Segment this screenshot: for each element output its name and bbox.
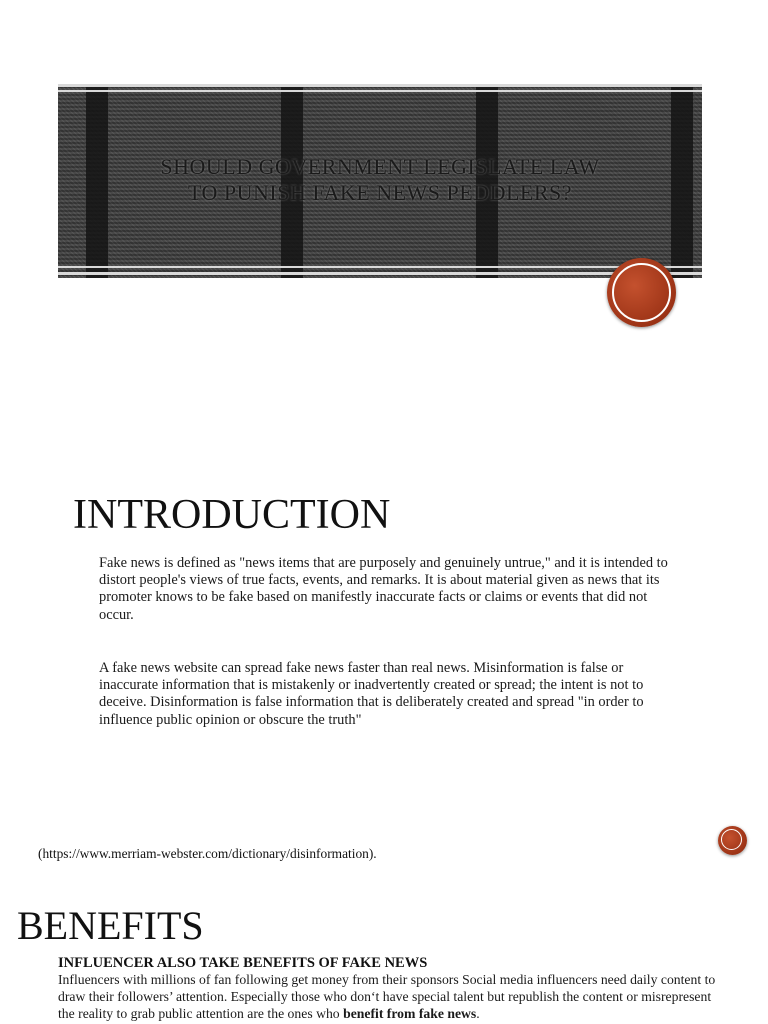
benefits-paragraph-bold: benefit from fake news	[343, 1005, 477, 1021]
banner-rule-top	[58, 84, 702, 87]
benefits-heading: BENEFITS	[17, 903, 204, 948]
banner-rule-bottom-thin	[58, 266, 702, 268]
slide-title-line1: SHOULD GOVERNMENT LEGISLATE LAW	[160, 154, 600, 179]
slide-title	[98, 154, 662, 206]
introduction-paragraph-2: A fake news website can spread fake news faster than real news. Misinformation is false or inaccurate information that is mistakenly or inadvertently created or spread; the intent is not to deceive. Disinformation is false information that is deliberately created and spread "in order to influence public opinion or obscure the truth"	[99, 660, 644, 728]
introduction-heading: INTRODUCTION	[73, 492, 391, 538]
accent-circle-small	[718, 826, 747, 855]
accent-circle-ring	[721, 829, 742, 850]
benefits-paragraph-text: Influencers with millions of fan following get money from their sponsors Social media influencers need daily content to draw their followers’ attention. Especially those who don‘t have special talent but republish the content or misrepresent the reality to grab public attention are the ones who	[58, 972, 716, 1021]
source-citation: (https://www.merriam-webster.com/dictionary/disinformation).	[38, 846, 377, 861]
benefits-subheading: INFLUENCER ALSO TAKE BENEFITS OF FAKE NEWS	[58, 955, 428, 971]
accent-circle-ring	[612, 263, 671, 322]
benefits-paragraph-end: .	[476, 1005, 480, 1021]
accent-circle-large	[607, 258, 676, 327]
introduction-paragraph-1: Fake news is defined as "news items that are purposely and genuinely untrue," and it is intended to distort people's views of true facts, events, and remarks. It is about material given as news that its promoter knows to be fake based on manifestly inaccurate facts or claims or events that did not occur.	[99, 555, 668, 623]
benefits-paragraph	[58, 972, 718, 1022]
banner-rule-bottom	[58, 272, 702, 275]
title-banner	[58, 84, 702, 278]
banner-rule-top-thin	[58, 90, 702, 92]
slide-title-line2: TO PUNISH FAKE NEWS PEDDLERS?	[187, 180, 573, 205]
